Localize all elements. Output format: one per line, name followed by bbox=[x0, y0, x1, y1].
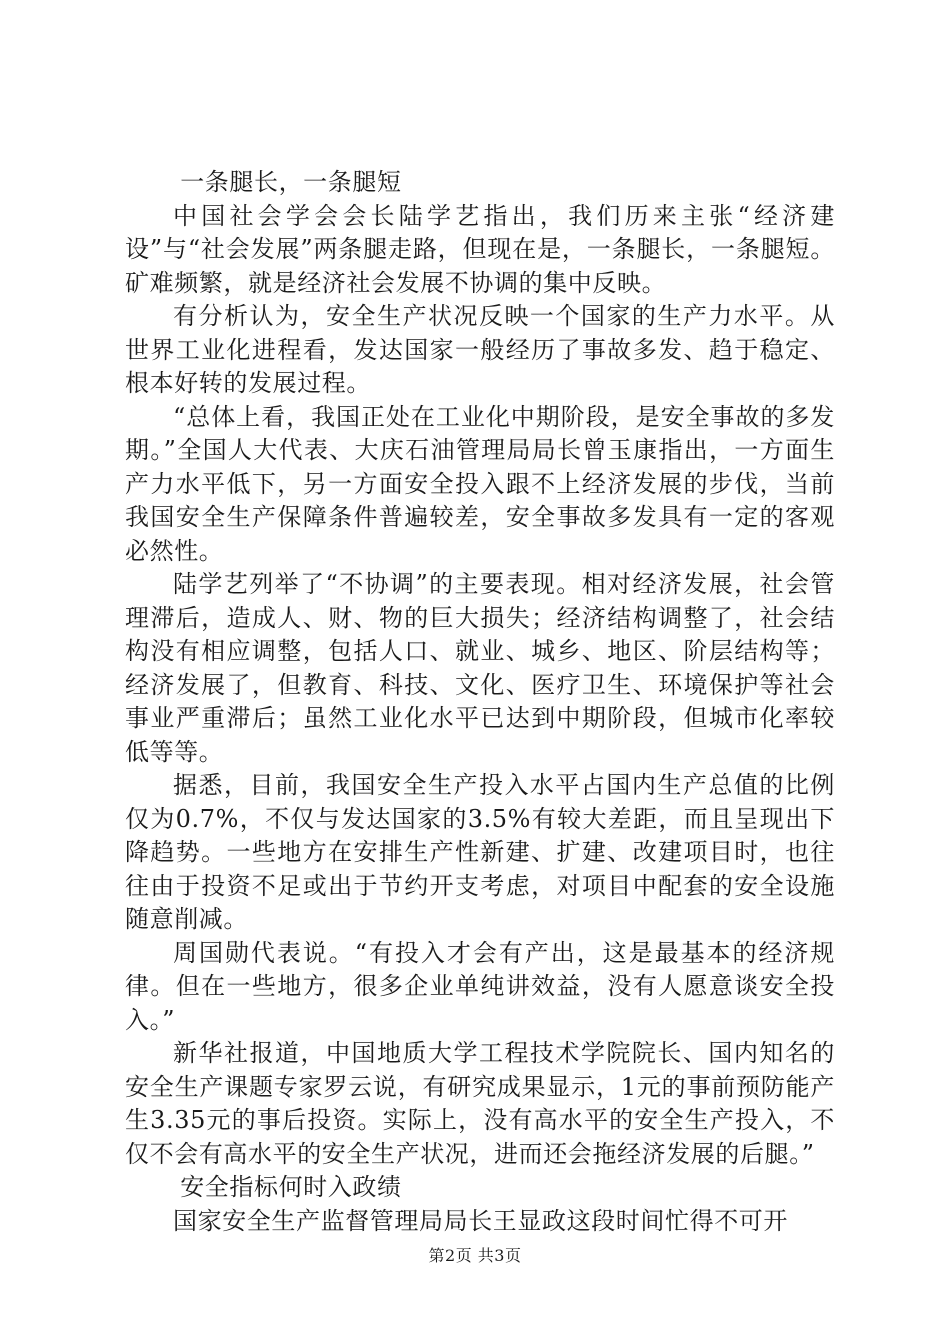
paragraph-lu-xueyi-quote: 中国社会学会会长陆学艺指出，我们历来主张“经济建设”与“社会发展”两条腿走路，但现在是，一条腿长，一条腿短。矿难频繁，就是经济社会发展不协调的集中反映。 bbox=[125, 201, 835, 297]
paragraph-productivity-analysis: 有分析认为，安全生产状况反映一个国家的生产力水平。从世界工业化进程看，发达国家一般经历了事故多发、趋于稳定、根本好转的发展过程。 bbox=[125, 302, 835, 397]
paragraph-uncoordinated-manifestations: 陆学艺列举了“不协调”的主要表现。相对经济发展，社会管理滞后，造成人、财、物的巨大损失；经济结构调整了，社会结构没有相应调整，包括人口、就业、城乡、地区、阶层结构等；经济发展了，但教育、科技、文化、医疗卫生、环境保护等社会事业严重滞后；虽然工业化水平已达到中期阶段，但城市化率较低等等。 bbox=[125, 570, 835, 766]
paragraph-investment-ratio: 据悉，目前，我国安全生产投入水平占国内生产总值的比例仅为0.7%，不仅与发达国家的3.5%有较大差距，而且呈现出下降趋势。一些地方在安排生产性新建、扩建、改建项目时，也往往由于投资不足或出于节约开支考虑，对项目中配套的安全设施随意削减。 bbox=[125, 771, 835, 933]
document-body bbox=[125, 166, 835, 1238]
paragraph-zhou-guoxun-quote: 周国勋代表说。“有投入才会有产出，这是最基本的经济规律。但在一些地方，很多企业单纯讲效益，没有人愿意谈安全投入。” bbox=[125, 938, 835, 1034]
paragraph-luo-yun-research: 新华社报道，中国地质大学工程技术学院院长、国内知名的安全生产课题专家罗云说，有研究成果显示，1元的事前预防能产生3.35元的事后投资。实际上，没有高水平的安全生产投入，不仅不会有高水平的安全生产状况，进而还会拖经济发展的后腿。” bbox=[125, 1039, 835, 1168]
section-heading-safety-indicators: 安全指标何时入政绩 bbox=[180, 1173, 402, 1201]
page-number-label: 第2页 共3页 bbox=[428, 1246, 522, 1265]
page-footer bbox=[0, 1245, 950, 1267]
paragraph-wang-xianzheng: 国家安全生产监督管理局局长王显政这段时间忙得不可开 bbox=[173, 1206, 788, 1235]
paragraph-zeng-yukang-quote: “总体上看，我国正处在工业化中期阶段，是安全事故的多发期。”全国人大代表、大庆石油管理局局长曾玉康指出，一方面生产力水平低下，另一方面安全投入跟不上经济发展的步伐，当前我国安全生产保障条件普遍较差，安全事故多发具有一定的客观必然性。 bbox=[125, 402, 835, 565]
section-heading-one-leg-long: 一条腿长，一条腿短 bbox=[180, 168, 402, 196]
